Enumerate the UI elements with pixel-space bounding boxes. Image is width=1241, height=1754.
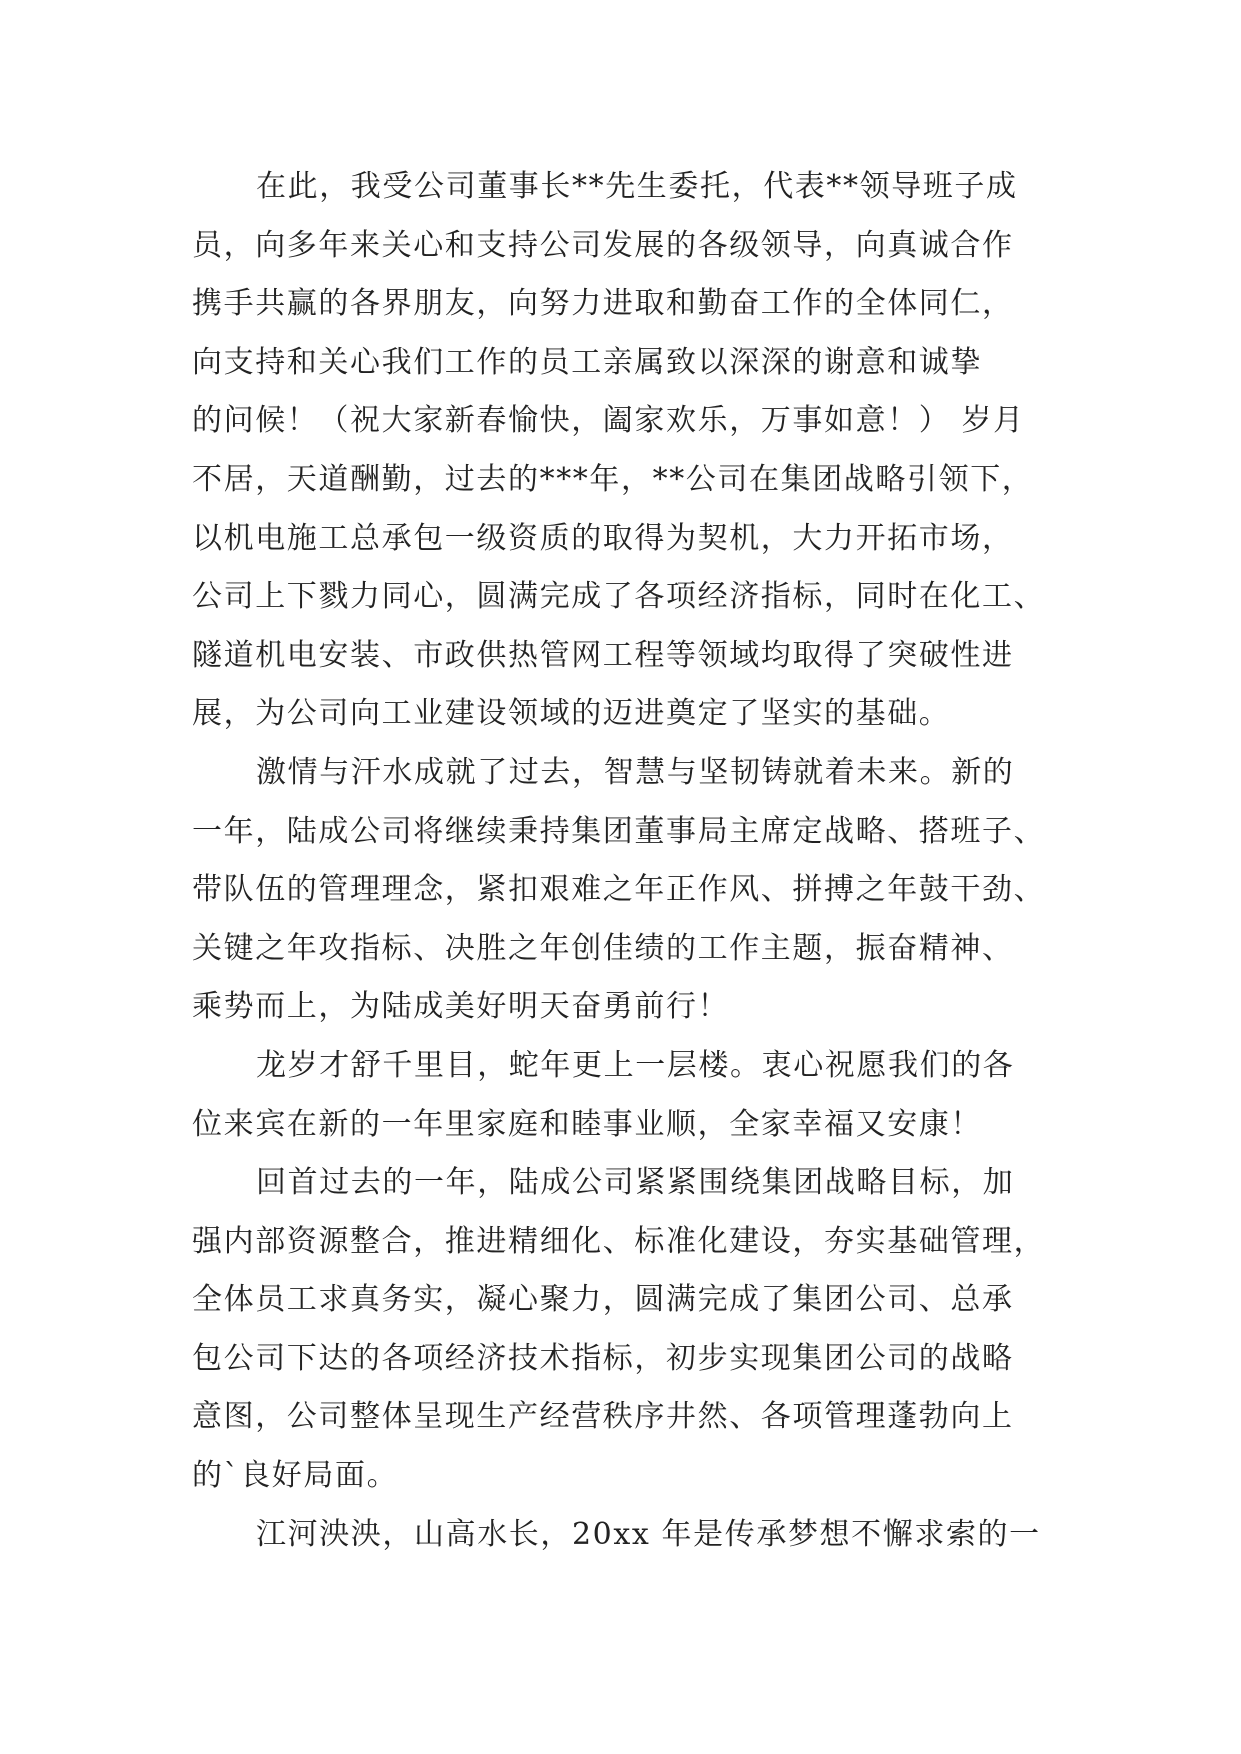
text-line: 包公司下达的各项经济技术指标，初步实现集团公司的战略 [192, 1340, 1014, 1376]
text-line: 一年，陆成公司将继续秉持集团董事局主席定战略、搭班子、 [192, 813, 1046, 849]
text-line: 携手共赢的各界朋友，向努力进取和勤奋工作的全体同仁， [192, 286, 1014, 322]
text-line: 的问候！（祝大家新春愉快，阖家欢乐，万事如意！） 岁月 [192, 403, 1025, 439]
text-line: 公司上下戮力同心，圆满完成了各项经济指标，同时在化工、 [192, 579, 1046, 615]
text-line: 在此，我受公司董事长**先生委托，代表**领导班子成 [256, 169, 1018, 204]
text-line: 关键之年攻指标、决胜之年创佳绩的工作主题，振奋精神、 [192, 930, 1014, 966]
text-line: 隧道机电安装、市政供热管网工程等领域均取得了突破性进 [192, 637, 1014, 673]
text-line: 带队伍的管理理念，紧扣艰难之年正作风、拼搏之年鼓干劲、 [192, 872, 1046, 908]
text-line: 龙岁才舒千里目，蛇年更上一层楼。衷心祝愿我们的各 [256, 1047, 1015, 1083]
text-line: 强内部资源整合，推进精细化、标准化建设，夯实基础管理， [192, 1223, 1046, 1259]
text-line: 向支持和关心我们工作的员工亲属致以深深的谢意和诚挚 [192, 344, 982, 380]
text-line: 江河泱泱，山高水长，20xx 年是传承梦想不懈求索的一 [256, 1516, 1041, 1552]
text-line: 激情与汗水成就了过去，智慧与坚韧铸就着未来。新的 [256, 754, 1015, 790]
document-body [192, 158, 1072, 1564]
text-line: 员，向多年来关心和支持公司发展的各级领导，向真诚合作 [192, 227, 1014, 263]
text-line: 展，为公司向工业建设领域的迈进奠定了坚实的基础。 [192, 696, 951, 732]
text-line: 的`良好局面。 [192, 1458, 399, 1494]
text-line: 意图，公司整体呈现生产经营秩序井然、各项管理蓬勃向上 [192, 1399, 1014, 1435]
text-line: 回首过去的一年，陆成公司紧紧围绕集团战略目标，加 [256, 1165, 1015, 1201]
text-line: 以机电施工总承包一级资质的取得为契机，大力开拓市场， [192, 520, 1014, 556]
text-line: 不居，天道酬勤，过去的***年，**公司在集团战略引领下， [192, 461, 1034, 497]
text-line: 乘势而上，为陆成美好明天奋勇前行！ [192, 989, 730, 1025]
text-line: 位来宾在新的一年里家庭和睦事业顺，全家幸福又安康！ [192, 1106, 982, 1142]
text-line: 全体员工求真务实，凝心聚力，圆满完成了集团公司、总承 [192, 1282, 1014, 1318]
